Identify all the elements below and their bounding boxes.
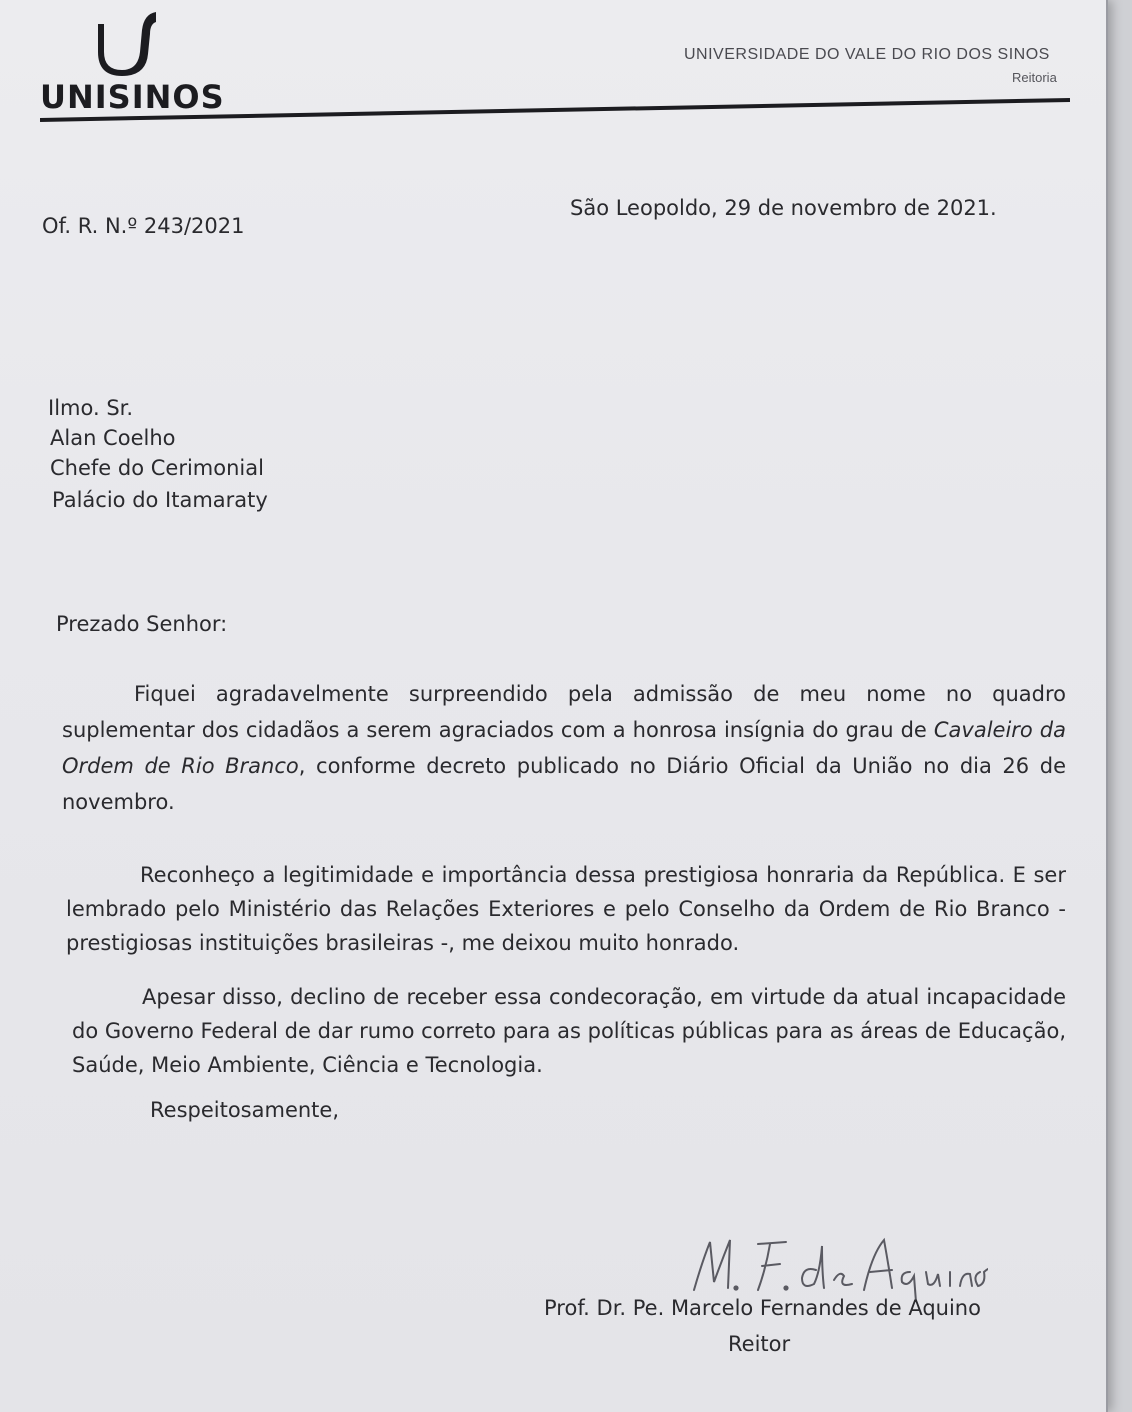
reference-number: Of. R. N.º 243/2021 — [42, 214, 245, 238]
salutation: Prezado Senhor: — [56, 612, 228, 636]
paragraph-2: Reconheço a legitimidade e importância dessa prestigiosa honraria da República. E ser lembrado pelo Ministério das Relações Exteriores e pelo Conselho da Ordem de Rio Branco - prestigiosas instituições brasileiras -, me deixou muito honrado. — [66, 863, 1066, 955]
place-and-date: São Leopoldo, 29 de novembro de 2021. — [570, 196, 997, 220]
paragraph-3: Apesar disso, declino de receber essa condecoração, em virtude da atual incapacidade do Governo Federal de dar rumo correto para as políticas públicas para as áreas de Educação, Saúde, Meio Ambiente, Ciência e Tecnologia. — [72, 985, 1066, 1077]
recipient-line: Chefe do Cerimonial — [50, 456, 264, 480]
signer-title: Reitor — [728, 1332, 791, 1356]
closing: Respeitosamente, — [150, 1098, 339, 1122]
paragraph-1-text-end: , conforme decreto publicado no Diário Oficial da União no dia 26 de novembro. — [62, 754, 1066, 814]
signer-name: Prof. Dr. Pe. Marcelo Fernandes de Aquino — [544, 1296, 981, 1320]
department-name: Reitoria — [1012, 70, 1057, 85]
recipient-line: Alan Coelho — [50, 426, 176, 450]
header-divider — [40, 98, 1070, 124]
recipient-line: Ilmo. Sr. — [48, 396, 134, 420]
handwritten-signature — [688, 1232, 988, 1302]
order-name: Cavaleiro da Ordem de Rio Branco — [62, 718, 1066, 778]
paragraph-1 — [62, 676, 1066, 820]
university-name: UNIVERSIDADE DO VALE DO RIO DOS SINOS — [684, 46, 1050, 63]
recipient-line: Palácio do Itamaraty — [52, 488, 268, 512]
logo-text: UNISINOS — [40, 78, 225, 116]
unisinos-logo-icon — [98, 8, 158, 76]
paragraph-1-text: Fiquei agradavelmente surpreendido pela admissão de meu nome no quadro suplementar dos cidadãos a serem agraciados com a honrosa insígnia do grau de — [62, 682, 1066, 742]
